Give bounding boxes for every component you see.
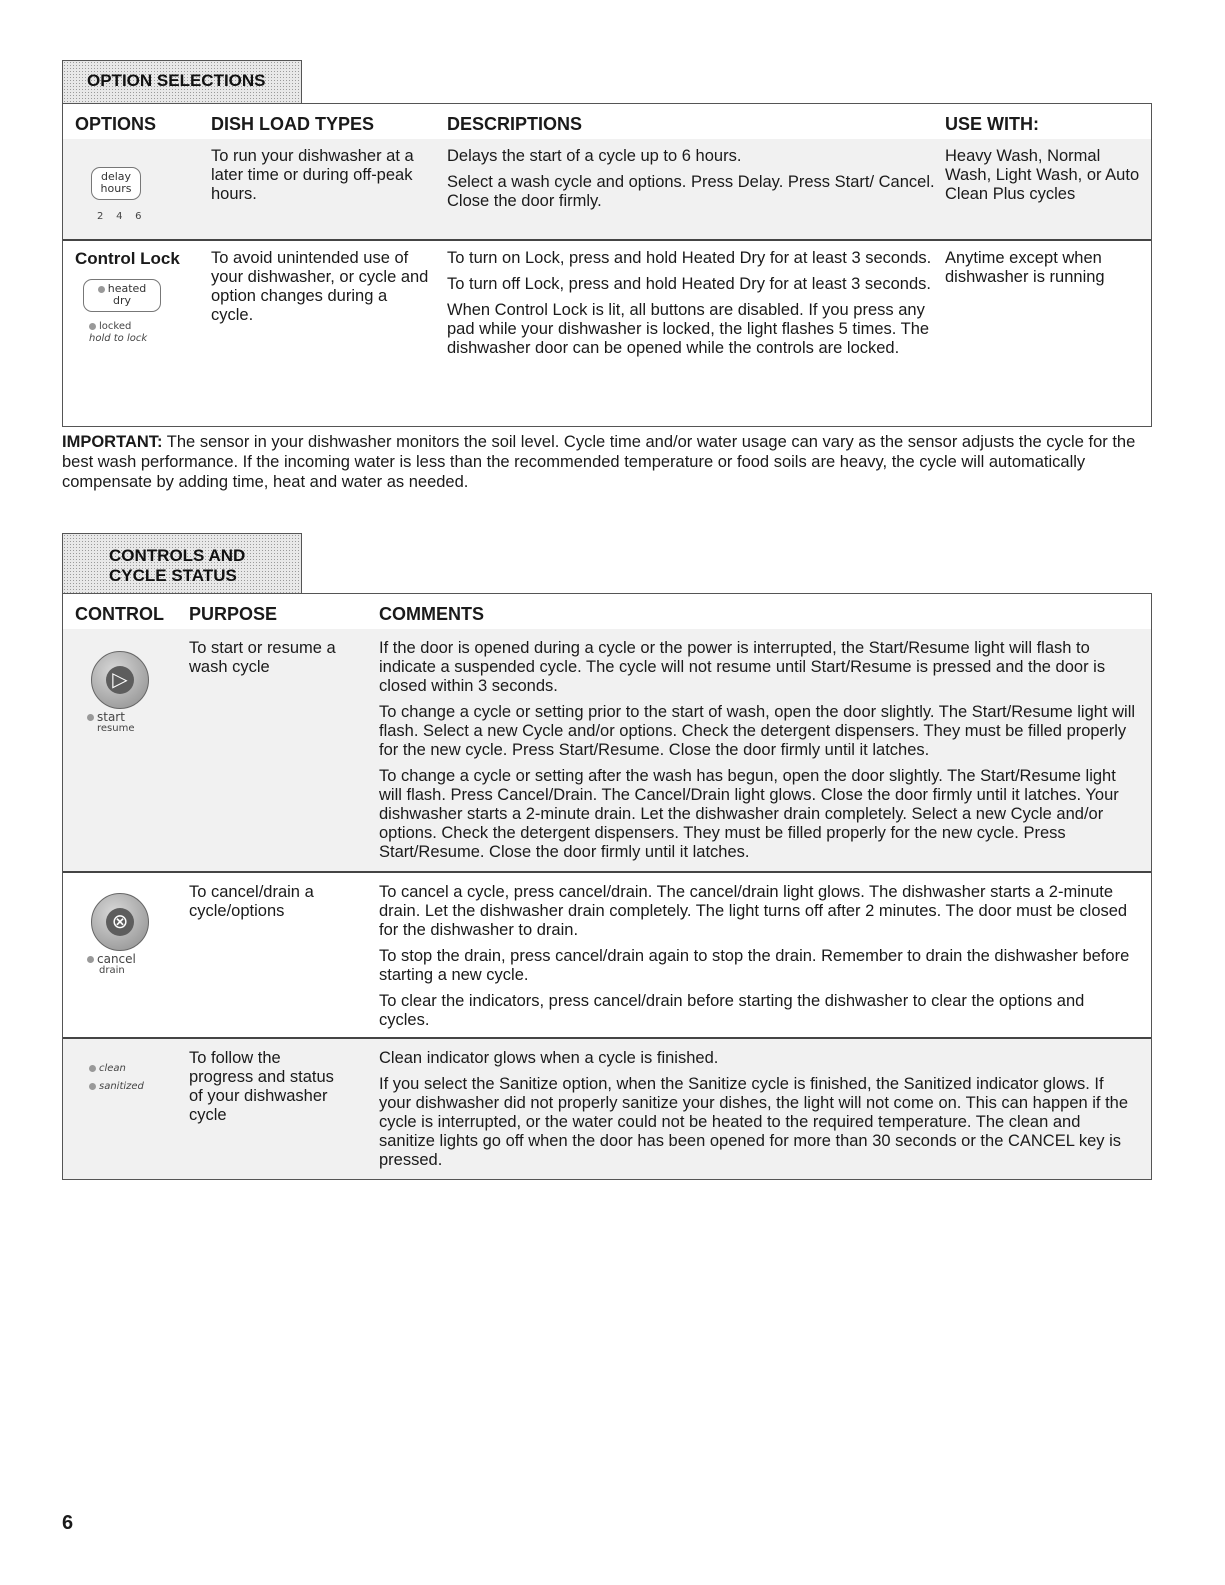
delay-hours-levels: 2 4 6 xyxy=(97,211,142,222)
status-comment-1: Clean indicator glows when a cycle is finished. xyxy=(379,1049,719,1067)
status-comment-2: If you select the Sanitize option, when the Sanitize cycle is finished, the Sanitized indicator glows. If your dishwasher did not properly sanitize your dishes, the light will not come on. This can happen if the cycle is interrupted, or the water could not be heated to the required temperature. The clean and sanitize lights go off when the door has been opened for more than 30 seconds or the CANCEL key is pressed. xyxy=(379,1075,1129,1169)
hold-to-lock-label: hold to lock xyxy=(89,333,148,344)
option-selections-title: OPTION SELECTIONS xyxy=(87,71,266,90)
control-lock-desc-1: To turn on Lock, press and hold Heated Dry for at least 3 seconds. xyxy=(447,249,932,267)
status-comments xyxy=(379,1049,1139,1177)
header-options: OPTIONS xyxy=(75,114,157,134)
controls-status-tab xyxy=(62,533,302,595)
option-row-delay xyxy=(63,139,1151,239)
cancel-label-text: cancel xyxy=(97,952,136,966)
control-lock-description xyxy=(447,249,937,365)
cancel-drain-comment-3: To clear the indicators, press cancel/drain before starting the dishwasher to clear the options and cycles. xyxy=(379,992,1085,1029)
start-resume-button xyxy=(91,651,149,709)
delay-hours-button xyxy=(91,167,141,200)
cancel-drain-comment-2: To stop the drain, press cancel/drain again to stop the drain. Remember to drain the dishwasher before starting a new cycle. xyxy=(379,947,1130,984)
cancel-drain-comments xyxy=(379,883,1139,1037)
option-table xyxy=(62,139,1152,427)
header-control: CONTROL xyxy=(75,604,164,624)
resume-label: resume xyxy=(97,723,135,734)
cancel-drain-comment-1: To cancel a cycle, press cancel/drain. The cancel/drain light glows. The dishwasher starts a 2-minute drain. Let the dishwasher drain completely. The light turns off after 2 minutes. The door must be closed for the dishwasher to drain. xyxy=(379,883,1128,939)
delay-load-text: To run your dishwasher at a later time or during off-peak hours. xyxy=(211,147,414,203)
controls-status-title-line2: CYCLE STATUS xyxy=(109,566,237,585)
header-use-with: USE WITH: xyxy=(945,114,1039,134)
cancel-drain-button xyxy=(91,893,149,951)
cancel-label xyxy=(87,953,136,965)
heated-dry-line1: heated xyxy=(107,282,147,295)
cancel-indicator xyxy=(87,956,94,963)
option-selections-tab xyxy=(62,60,302,105)
heated-dry-indicator xyxy=(98,286,105,293)
delay-desc-1: Delays the start of a cycle up to 6 hours. xyxy=(447,147,742,165)
controls-status-title-line1: CONTROLS AND xyxy=(109,546,246,565)
control-lock-desc-2: To turn off Lock, press and hold Heated Dry for at least 3 seconds. xyxy=(447,275,931,293)
sanitized-dot xyxy=(89,1083,96,1090)
start-label-text: start xyxy=(97,710,125,724)
drain-label: drain xyxy=(99,965,125,976)
start-label xyxy=(87,711,125,723)
clean-indicator xyxy=(89,1063,126,1074)
sanitized-indicator xyxy=(89,1081,144,1092)
header-dish-load-types: DISH LOAD TYPES xyxy=(211,114,375,134)
start-resume-comment-2: To change a cycle or setting prior to the start of wash, open the door slightly. The Start/Resume light will flash. Select a new Cycle and/or options. Check the detergent dispensers. They must be filled properly for the new cycle. Press Start/Resume. Close the door firmly until it latches. xyxy=(379,703,1136,759)
header-descriptions: DESCRIPTIONS xyxy=(447,114,583,134)
delay-description xyxy=(447,147,937,218)
start-resume-comment-1: If the door is opened during a cycle or the power is interrupted, the Start/Resume light will flash to indicate a suspended cycle. The cycle will not resume until Start/Resume is pressed and the door is closed within 3 seconds. xyxy=(379,639,1106,695)
option-header-bar xyxy=(62,103,1152,141)
page-number: 6 xyxy=(62,1512,74,1534)
clean-label: clean xyxy=(99,1063,126,1074)
cancel-icon: ⊗ xyxy=(106,908,134,936)
start-resume-comment-3: To change a cycle or setting after the wash has begun, open the door slightly. The Start/Resume light will flash. Press Cancel/Drain. The Cancel/Drain light glows. Close the door firmly until it latches. Your dishwasher starts a 2-minute drain. Let the dishwasher drain completely. Select a new Cycle and/or options. Check the detergent dispensers. They must be filled properly for the new cycle. Press Start/Resume. Close the door firmly until it latches. xyxy=(379,767,1119,861)
heated-dry-button xyxy=(83,279,161,312)
header-purpose: PURPOSE xyxy=(189,604,278,624)
cancel-drain-purpose: To cancel/drain a cycle/options xyxy=(189,883,314,920)
controls-table xyxy=(62,629,1152,1180)
locked-label: locked xyxy=(99,321,132,332)
play-icon: ▷ xyxy=(106,666,134,694)
start-resume-purpose: To start or resume a wash cycle xyxy=(189,639,336,676)
header-comments: COMMENTS xyxy=(379,604,484,624)
control-lock-load-text: To avoid unintended use of your dishwasher, or cycle and option changes during a cycle. xyxy=(211,249,429,324)
important-note xyxy=(62,432,1152,492)
control-lock-desc-3: When Control Lock is lit, all buttons are disabled. If you press any pad while your dishwasher is locked, the light flashes 5 times. The dishwasher door can be opened while the controls are locked. xyxy=(447,301,930,357)
control-row-start-resume xyxy=(63,629,1151,871)
start-resume-comments xyxy=(379,639,1139,869)
heated-dry-line2: dry xyxy=(112,294,131,307)
start-indicator xyxy=(87,714,94,721)
control-row-status xyxy=(63,1037,1151,1179)
status-purpose: To follow the progress and status of your dishwasher cycle xyxy=(189,1049,334,1124)
delay-hours-line2: hours xyxy=(100,182,132,195)
locked-dot xyxy=(89,323,96,330)
sanitized-label: sanitized xyxy=(99,1081,144,1092)
control-lock-use-with: Anytime except when dishwasher is running xyxy=(945,249,1105,286)
controls-header-bar xyxy=(62,593,1152,631)
delay-hours-line1: delay xyxy=(100,170,132,183)
control-lock-label: Control Lock xyxy=(75,249,180,268)
delay-desc-2: Select a wash cycle and options. Press Delay. Press Start/ Cancel. Close the door firmly. xyxy=(447,173,935,210)
clean-dot xyxy=(89,1065,96,1072)
delay-use-with: Heavy Wash, Normal Wash, Light Wash, or Auto Clean Plus cycles xyxy=(945,147,1140,203)
important-label: IMPORTANT: xyxy=(62,433,163,451)
locked-indicator xyxy=(89,321,131,332)
control-row-cancel-drain xyxy=(63,871,1151,1039)
option-row-control-lock xyxy=(63,239,1151,426)
important-text: The sensor in your dishwasher monitors the soil level. Cycle time and/or water usage can vary as the sensor adjusts the cycle for the best wash performance. If the incoming water is less than the recommended temperature or food soils are heavy, the cycle will automatically compensate by adding time, heat and water as needed. xyxy=(62,433,1136,491)
